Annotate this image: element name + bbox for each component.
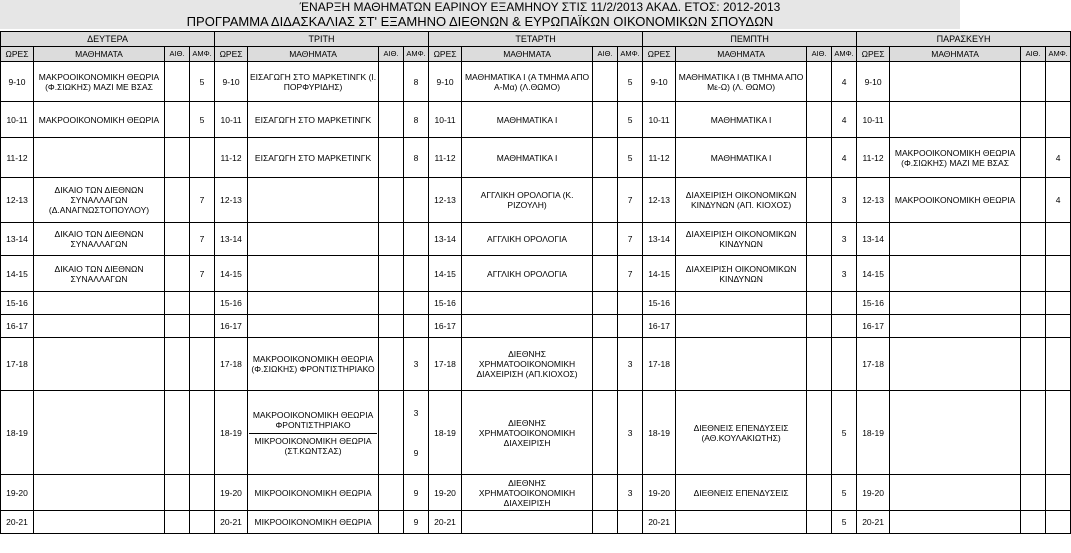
hour-cell: 15-16 bbox=[643, 292, 676, 315]
course-cell bbox=[462, 511, 593, 534]
col-courses: ΜΑΘΗΜΑΤΑ bbox=[34, 47, 165, 62]
course-cell: ΜΑΘΗΜΑΤΙΚΑ Ι bbox=[676, 102, 807, 138]
amph-cell bbox=[1046, 223, 1071, 256]
room-cell bbox=[1021, 511, 1046, 534]
room-cell bbox=[379, 178, 404, 223]
course-cell: ΔΙΚΑΙΟ ΤΩΝ ΔΙΕΘΝΩΝ ΣΥΝΑΛΛΑΓΩΝ (Δ.ΑΝΑΓΝΩΣΤΟΠΟΥΛΟΥ) bbox=[34, 178, 165, 223]
col-amph: ΑΜΦ. bbox=[832, 47, 857, 62]
slot-row bbox=[1, 178, 1071, 223]
hour-cell: 16-17 bbox=[1, 315, 34, 338]
col-hours: ΩΡΕΣ bbox=[429, 47, 462, 62]
slot-row bbox=[1, 292, 1071, 315]
amph-cell: 5 bbox=[618, 102, 643, 138]
room-cell bbox=[807, 391, 832, 475]
amph-cell bbox=[1046, 315, 1071, 338]
hour-cell: 15-16 bbox=[857, 292, 890, 315]
hour-cell: 19-20 bbox=[429, 475, 462, 511]
course-cell: ΜΑΚΡΟΟΙΚΟΝΟΜΙΚΗ ΘΕΩΡΙΑ bbox=[34, 102, 165, 138]
amph-cell: 3 bbox=[404, 338, 429, 391]
room-cell bbox=[379, 62, 404, 102]
course-cell bbox=[248, 256, 379, 292]
hour-cell: 18-19 bbox=[643, 391, 676, 475]
course-cell: ΔΙΕΘΝΕΙΣ ΕΠΕΝΔΥΣΕΙΣ bbox=[676, 475, 807, 511]
course-block: ΜΙΚΡΟΟΙΚΟΝΟΜΙΚΗ ΘΕΩΡΙΑ (ΣΤ.ΚΩΝΤΣΑΣ) bbox=[249, 433, 377, 456]
amph-cell bbox=[1046, 511, 1071, 534]
col-courses: ΜΑΘΗΜΑΤΑ bbox=[248, 47, 379, 62]
hour-cell: 9-10 bbox=[215, 62, 248, 102]
amph-cell: 5 bbox=[618, 62, 643, 102]
amph-cell: 9 bbox=[404, 475, 429, 511]
page-title: ΈΝΑΡΞΗ ΜΑΘΗΜΑΤΩΝ ΕΑΡΙΝΟΥ ΕΞΑΜΗΝΟΥ ΣΤΙΣ 11/2/2013 ΑΚΑΔ. ΕΤΟΣ: 2012-2013 bbox=[299, 0, 781, 14]
room-cell bbox=[1021, 256, 1046, 292]
room-cell bbox=[1021, 338, 1046, 391]
slot-row bbox=[1, 62, 1071, 102]
amph-cell bbox=[1046, 338, 1071, 391]
amph-cell: 3 bbox=[832, 256, 857, 292]
course-block: ΜΑΚΡΟΟΙΚΟΝΟΜΙΚΗ ΘΕΩΡΙΑ ΦΡΟΝΤΙΣΤΗΡΙΑΚΟ bbox=[252, 409, 374, 430]
course-cell bbox=[890, 223, 1021, 256]
hour-cell: 9-10 bbox=[1, 62, 34, 102]
hour-cell: 12-13 bbox=[215, 178, 248, 223]
day-thursday: ΠΕΜΠΤΗ bbox=[643, 32, 857, 47]
amph-cell: 7 bbox=[618, 223, 643, 256]
amph-cell: 5 bbox=[832, 475, 857, 511]
hour-cell: 14-15 bbox=[643, 256, 676, 292]
slot-row bbox=[1, 138, 1071, 178]
amph-cell: 4 bbox=[1046, 138, 1071, 178]
room-cell bbox=[379, 292, 404, 315]
schedule-table bbox=[0, 31, 1071, 534]
room-cell bbox=[165, 292, 190, 315]
col-courses: ΜΑΘΗΜΑΤΑ bbox=[462, 47, 593, 62]
course-cell bbox=[890, 315, 1021, 338]
room-cell bbox=[807, 338, 832, 391]
course-cell bbox=[676, 315, 807, 338]
slot-row bbox=[1, 223, 1071, 256]
amph-cell bbox=[1046, 292, 1071, 315]
course-cell: ΑΓΓΛΙΚΗ ΟΡΟΛΟΓΙΑ bbox=[462, 223, 593, 256]
hour-cell: 11-12 bbox=[215, 138, 248, 178]
room-cell bbox=[593, 292, 618, 315]
course-cell: ΜΑΘΗΜΑΤΙΚΑ Ι bbox=[462, 138, 593, 178]
room-cell bbox=[1021, 102, 1046, 138]
room-cell bbox=[593, 475, 618, 511]
course-cell bbox=[34, 292, 165, 315]
amph-cell: 8 bbox=[404, 102, 429, 138]
course-cell bbox=[890, 256, 1021, 292]
room-cell bbox=[593, 256, 618, 292]
room-cell bbox=[1021, 138, 1046, 178]
hour-cell: 12-13 bbox=[1, 178, 34, 223]
hour-cell: 16-17 bbox=[215, 315, 248, 338]
hour-cell: 13-14 bbox=[643, 223, 676, 256]
hour-cell: 14-15 bbox=[215, 256, 248, 292]
hour-cell: 12-13 bbox=[857, 178, 890, 223]
amph-cell: 3 bbox=[832, 178, 857, 223]
hour-cell: 20-21 bbox=[643, 511, 676, 534]
course-cell: ΔΙΕΘΝΗΣ ΧΡΗΜΑΤΟΟΙΚΟΝΟΜΙΚΗ ΔΙΑΧΕΙΡΙΣΗ bbox=[462, 475, 593, 511]
amph-cell: 4 bbox=[832, 102, 857, 138]
room-cell bbox=[1021, 178, 1046, 223]
amph-cell bbox=[1046, 102, 1071, 138]
amph-cell: 4 bbox=[1046, 178, 1071, 223]
course-cell bbox=[462, 315, 593, 338]
amph-cell bbox=[1046, 256, 1071, 292]
amph-cell: 7 bbox=[190, 178, 215, 223]
hour-cell: 9-10 bbox=[857, 62, 890, 102]
room-cell bbox=[165, 223, 190, 256]
amph-cell bbox=[404, 178, 429, 223]
hour-cell: 18-19 bbox=[1, 391, 34, 475]
slot-row bbox=[1, 391, 1071, 475]
course-cell: ΜΙΚΡΟΟΙΚΟΝΟΜΙΚΗ ΘΕΩΡΙΑ bbox=[248, 475, 379, 511]
hour-cell: 20-21 bbox=[857, 511, 890, 534]
course-cell bbox=[248, 391, 379, 475]
room-cell bbox=[807, 315, 832, 338]
room-cell bbox=[807, 256, 832, 292]
course-cell: ΔΙΑΧΕΙΡΙΣΗ ΟΙΚΟΝΟΜΙΚΩΝ ΚΙΝΔΥΝΩΝ (ΑΠ. ΚΙΟΧΟΣ) bbox=[676, 178, 807, 223]
room-cell bbox=[1021, 475, 1046, 511]
hour-cell: 17-18 bbox=[857, 338, 890, 391]
page-subtitle: ΠΡΟΓΡΑΜΜΑ ΔΙΔΑΣΚΑΛΙΑΣ ΣΤ' ΕΞΑΜΗΝΟ ΔΙΕΘΝΩΝ & ΕΥΡΩΠΑΪΚΩΝ ΟΙΚΟΝΟΜΙΚΩΝ ΣΠΟΥΔΩΝ bbox=[186, 14, 774, 29]
room-cell bbox=[165, 138, 190, 178]
room-cell bbox=[593, 178, 618, 223]
room-cell bbox=[1021, 292, 1046, 315]
col-room: ΑΙΘ. bbox=[807, 47, 832, 62]
course-cell: ΜΙΚΡΟΟΙΚΟΝΟΜΙΚΗ ΘΕΩΡΙΑ bbox=[248, 511, 379, 534]
course-cell: ΑΓΓΛΙΚΗ ΟΡΟΛΟΓΙΑ (Κ. ΡΙΖΟΥΛΗ) bbox=[462, 178, 593, 223]
amph-cell: 7 bbox=[190, 256, 215, 292]
col-amph: ΑΜΦ. bbox=[1046, 47, 1071, 62]
amph-value: 9 bbox=[413, 447, 419, 458]
amph-cell: 9 bbox=[404, 511, 429, 534]
slot-row bbox=[1, 256, 1071, 292]
room-cell bbox=[1021, 223, 1046, 256]
hour-cell: 18-19 bbox=[429, 391, 462, 475]
room-cell bbox=[379, 102, 404, 138]
hour-cell: 9-10 bbox=[643, 62, 676, 102]
room-cell bbox=[807, 223, 832, 256]
room-cell bbox=[593, 138, 618, 178]
room-cell bbox=[379, 315, 404, 338]
room-cell bbox=[807, 62, 832, 102]
hour-cell: 11-12 bbox=[857, 138, 890, 178]
amph-cell bbox=[190, 138, 215, 178]
col-hours: ΩΡΕΣ bbox=[215, 47, 248, 62]
amph-cell: 3 bbox=[618, 338, 643, 391]
hour-cell: 11-12 bbox=[429, 138, 462, 178]
room-cell bbox=[1021, 315, 1046, 338]
hour-cell: 16-17 bbox=[429, 315, 462, 338]
room-cell bbox=[165, 511, 190, 534]
room-cell bbox=[379, 338, 404, 391]
hour-cell: 10-11 bbox=[1, 102, 34, 138]
hour-cell: 11-12 bbox=[643, 138, 676, 178]
course-cell bbox=[890, 511, 1021, 534]
course-cell bbox=[890, 292, 1021, 315]
amph-cell bbox=[190, 475, 215, 511]
hour-cell: 10-11 bbox=[857, 102, 890, 138]
column-header-row bbox=[1, 47, 1071, 62]
room-cell bbox=[165, 256, 190, 292]
hour-cell: 14-15 bbox=[1, 256, 34, 292]
hour-cell: 18-19 bbox=[215, 391, 248, 475]
slot-row bbox=[1, 315, 1071, 338]
room-cell bbox=[379, 256, 404, 292]
amph-cell bbox=[832, 315, 857, 338]
room-cell bbox=[165, 62, 190, 102]
col-room: ΑΙΘ. bbox=[165, 47, 190, 62]
room-cell bbox=[807, 102, 832, 138]
amph-cell bbox=[618, 292, 643, 315]
hour-cell: 11-12 bbox=[1, 138, 34, 178]
course-cell bbox=[890, 475, 1021, 511]
hour-cell: 19-20 bbox=[643, 475, 676, 511]
course-cell bbox=[34, 391, 165, 475]
amph-cell bbox=[1046, 62, 1071, 102]
hour-cell: 15-16 bbox=[215, 292, 248, 315]
course-cell: ΔΙΚΑΙΟ ΤΩΝ ΔΙΕΘΝΩΝ ΣΥΝΑΛΛΑΓΩΝ bbox=[34, 223, 165, 256]
day-wednesday: ΤΕΤΑΡΤΗ bbox=[429, 32, 643, 47]
hour-cell: 13-14 bbox=[215, 223, 248, 256]
course-cell: ΜΑΚΡΟΟΙΚΟΝΟΜΙΚΗ ΘΕΩΡΙΑ bbox=[890, 178, 1021, 223]
course-cell: ΔΙΕΘΝΗΣ ΧΡΗΜΑΤΟΟΙΚΟΝΟΜΙΚΗ ΔΙΑΧΕΙΡΙΣΗ (ΑΠ.ΚΙΟΧΟΣ) bbox=[462, 338, 593, 391]
amph-cell bbox=[190, 391, 215, 475]
amph-cell bbox=[618, 511, 643, 534]
hour-cell: 17-18 bbox=[1, 338, 34, 391]
hour-cell: 15-16 bbox=[429, 292, 462, 315]
room-cell bbox=[379, 511, 404, 534]
amph-cell: 3 bbox=[618, 391, 643, 475]
hour-cell: 20-21 bbox=[215, 511, 248, 534]
course-cell: ΕΙΣΑΓΩΓΗ ΣΤΟ ΜΑΡΚΕΤΙΝΓΚ bbox=[248, 102, 379, 138]
course-cell bbox=[462, 292, 593, 315]
amph-cell: 5 bbox=[618, 138, 643, 178]
course-cell: ΜΑΘΗΜΑΤΙΚΑ Ι (Β ΤΜΗΜΑ ΑΠΟ Με-Ω) (Λ. ΘΩΜΟ) bbox=[676, 62, 807, 102]
hour-cell: 12-13 bbox=[429, 178, 462, 223]
course-cell bbox=[676, 511, 807, 534]
room-cell bbox=[165, 475, 190, 511]
room-cell bbox=[165, 102, 190, 138]
course-cell bbox=[676, 292, 807, 315]
amph-cell: 4 bbox=[832, 62, 857, 102]
amph-cell bbox=[190, 511, 215, 534]
col-room: ΑΙΘ. bbox=[1021, 47, 1046, 62]
room-cell bbox=[807, 138, 832, 178]
course-cell bbox=[676, 338, 807, 391]
room-cell bbox=[165, 315, 190, 338]
amph-cell bbox=[1046, 475, 1071, 511]
room-cell bbox=[807, 511, 832, 534]
room-cell bbox=[807, 475, 832, 511]
course-cell bbox=[34, 511, 165, 534]
col-hours: ΩΡΕΣ bbox=[857, 47, 890, 62]
room-cell bbox=[807, 178, 832, 223]
amph-cell bbox=[832, 338, 857, 391]
amph-cell: 4 bbox=[832, 138, 857, 178]
amph-cell: 8 bbox=[404, 138, 429, 178]
hour-cell: 19-20 bbox=[215, 475, 248, 511]
amph-cell: 5 bbox=[190, 102, 215, 138]
hour-cell: 17-18 bbox=[643, 338, 676, 391]
course-cell: ΜΑΚΡΟΟΙΚΟΝΟΜΙΚΗ ΘΕΩΡΙΑ (Φ.ΣΙΩΚΗΣ) ΜΑΖΙ ΜΕ ΒΣΑΣ bbox=[34, 62, 165, 102]
room-cell bbox=[165, 391, 190, 475]
room-cell bbox=[379, 475, 404, 511]
room-cell bbox=[379, 391, 404, 475]
room-cell bbox=[593, 223, 618, 256]
amph-cell: 3 bbox=[618, 475, 643, 511]
course-cell: ΔΙΑΧΕΙΡΙΣΗ ΟΙΚΟΝΟΜΙΚΩΝ ΚΙΝΔΥΝΩΝ bbox=[676, 256, 807, 292]
amph-cell: 5 bbox=[190, 62, 215, 102]
col-room: ΑΙΘ. bbox=[379, 47, 404, 62]
course-cell: ΜΑΚΡΟΟΙΚΟΝΟΜΙΚΗ ΘΕΩΡΙΑ (Φ.ΣΙΩΚΗΣ) ΜΑΖΙ ΜΕ ΒΣΑΣ bbox=[890, 138, 1021, 178]
amph-cell bbox=[404, 223, 429, 256]
slot-row bbox=[1, 338, 1071, 391]
room-cell bbox=[593, 62, 618, 102]
amph-cell bbox=[404, 391, 429, 475]
course-cell bbox=[34, 475, 165, 511]
col-hours: ΩΡΕΣ bbox=[1, 47, 34, 62]
course-cell bbox=[34, 138, 165, 178]
amph-cell: 7 bbox=[190, 223, 215, 256]
course-cell bbox=[248, 315, 379, 338]
col-courses: ΜΑΘΗΜΑΤΑ bbox=[676, 47, 807, 62]
col-amph: ΑΜΦ. bbox=[404, 47, 429, 62]
hour-cell: 19-20 bbox=[1, 475, 34, 511]
room-cell bbox=[593, 315, 618, 338]
course-cell bbox=[890, 338, 1021, 391]
amph-cell: 5 bbox=[832, 391, 857, 475]
hour-cell: 13-14 bbox=[1, 223, 34, 256]
day-tuesday: ΤΡΙΤΗ bbox=[215, 32, 429, 47]
course-cell bbox=[34, 338, 165, 391]
hour-cell: 14-15 bbox=[857, 256, 890, 292]
amph-cell bbox=[190, 292, 215, 315]
course-cell bbox=[34, 315, 165, 338]
course-cell: ΕΙΣΑΓΩΓΗ ΣΤΟ ΜΑΡΚΕΤΙΝΓΚ bbox=[248, 138, 379, 178]
hour-cell: 13-14 bbox=[429, 223, 462, 256]
amph-cell: 7 bbox=[618, 178, 643, 223]
col-room: ΑΙΘ. bbox=[593, 47, 618, 62]
course-cell: ΔΙΚΑΙΟ ΤΩΝ ΔΙΕΘΝΩΝ ΣΥΝΑΛΛΑΓΩΝ bbox=[34, 256, 165, 292]
course-cell bbox=[890, 102, 1021, 138]
course-cell: ΜΑΘΗΜΑΤΙΚΑ Ι bbox=[676, 138, 807, 178]
room-cell bbox=[165, 178, 190, 223]
col-courses: ΜΑΘΗΜΑΤΑ bbox=[890, 47, 1021, 62]
room-cell bbox=[1021, 62, 1046, 102]
course-cell bbox=[890, 62, 1021, 102]
course-cell: ΔΙΕΘΝΗΣ ΧΡΗΜΑΤΟΟΙΚΟΝΟΜΙΚΗ ΔΙΑΧΕΙΡΙΣΗ bbox=[462, 391, 593, 475]
col-hours: ΩΡΕΣ bbox=[643, 47, 676, 62]
amph-cell bbox=[618, 315, 643, 338]
amph-cell bbox=[190, 315, 215, 338]
room-cell bbox=[1021, 391, 1046, 475]
hour-cell: 20-21 bbox=[1, 511, 34, 534]
hour-cell: 20-21 bbox=[429, 511, 462, 534]
amph-cell bbox=[404, 315, 429, 338]
slot-row bbox=[1, 511, 1071, 534]
room-cell bbox=[593, 391, 618, 475]
room-cell bbox=[165, 338, 190, 391]
hour-cell: 15-16 bbox=[1, 292, 34, 315]
course-cell: ΜΑΘΗΜΑΤΙΚΑ Ι bbox=[462, 102, 593, 138]
amph-cell bbox=[1046, 391, 1071, 475]
amph-cell: 3 bbox=[832, 223, 857, 256]
days-row bbox=[1, 32, 1071, 47]
hour-cell: 18-19 bbox=[857, 391, 890, 475]
course-cell bbox=[248, 223, 379, 256]
col-amph: ΑΜΦ. bbox=[618, 47, 643, 62]
day-friday: ΠΑΡΑΣΚΕΥΗ bbox=[857, 32, 1071, 47]
course-cell: ΑΓΓΛΙΚΗ ΟΡΟΛΟΓΙΑ bbox=[462, 256, 593, 292]
slot-row bbox=[1, 475, 1071, 511]
hour-cell: 10-11 bbox=[215, 102, 248, 138]
day-monday: ΔΕΥΤΕΡΑ bbox=[1, 32, 215, 47]
hour-cell: 16-17 bbox=[857, 315, 890, 338]
hour-cell: 17-18 bbox=[429, 338, 462, 391]
hour-cell: 19-20 bbox=[857, 475, 890, 511]
amph-cell: 5 bbox=[832, 511, 857, 534]
amph-cell bbox=[190, 338, 215, 391]
amph-cell: 7 bbox=[618, 256, 643, 292]
amph-cell bbox=[404, 292, 429, 315]
course-cell bbox=[248, 292, 379, 315]
course-cell: ΔΙΑΧΕΙΡΙΣΗ ΟΙΚΟΝΟΜΙΚΩΝ ΚΙΝΔΥΝΩΝ bbox=[676, 223, 807, 256]
room-cell bbox=[593, 102, 618, 138]
course-cell: ΕΙΣΑΓΩΓΗ ΣΤΟ ΜΑΡΚΕΤΙΝΓΚ (Ι. ΠΟΡΦΥΡΙΔΗΣ) bbox=[248, 62, 379, 102]
slot-row bbox=[1, 102, 1071, 138]
hour-cell: 17-18 bbox=[215, 338, 248, 391]
amph-cell: 8 bbox=[404, 62, 429, 102]
hour-cell: 10-11 bbox=[429, 102, 462, 138]
course-cell: ΔΙΕΘΝΕΙΣ ΕΠΕΝΔΥΣΕΙΣ (ΑΘ.ΚΟΥΛΑΚΙΩΤΗΣ) bbox=[676, 391, 807, 475]
amph-value: 3 bbox=[413, 407, 419, 418]
col-amph: ΑΜΦ. bbox=[190, 47, 215, 62]
hour-cell: 13-14 bbox=[857, 223, 890, 256]
course-cell bbox=[890, 391, 1021, 475]
room-cell bbox=[379, 138, 404, 178]
course-cell bbox=[248, 178, 379, 223]
hour-cell: 9-10 bbox=[429, 62, 462, 102]
amph-cell bbox=[832, 292, 857, 315]
hour-cell: 12-13 bbox=[643, 178, 676, 223]
room-cell bbox=[593, 511, 618, 534]
hour-cell: 16-17 bbox=[643, 315, 676, 338]
course-cell: ΜΑΘΗΜΑΤΙΚΑ Ι (Α ΤΜΗΜΑ ΑΠΟ Α-Μα) (Λ.ΘΩΜΟ) bbox=[462, 62, 593, 102]
room-cell bbox=[807, 292, 832, 315]
amph-cell bbox=[404, 256, 429, 292]
course-cell: ΜΑΚΡΟΟΙΚΟΝΟΜΙΚΗ ΘΕΩΡΙΑ (Φ.ΣΙΩΚΗΣ) ΦΡΟΝΤΙΣΤΗΡΙΑΚΟ bbox=[248, 338, 379, 391]
hour-cell: 14-15 bbox=[429, 256, 462, 292]
room-cell bbox=[379, 223, 404, 256]
room-cell bbox=[593, 338, 618, 391]
title-block bbox=[0, 0, 960, 29]
hour-cell: 10-11 bbox=[643, 102, 676, 138]
